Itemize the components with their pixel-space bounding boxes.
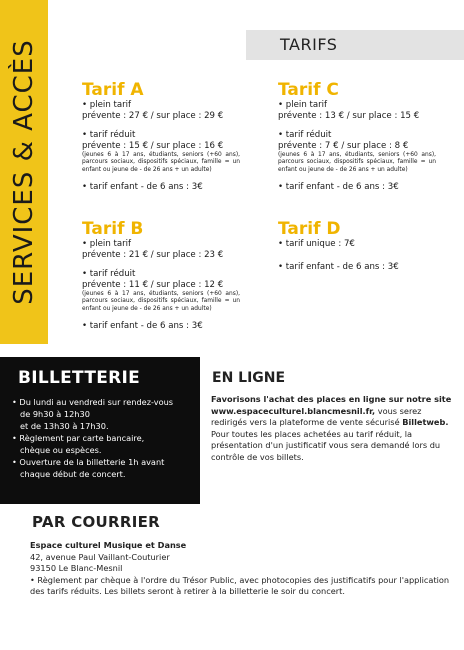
tarif-b-reduit-label: • tarif réduit	[82, 269, 136, 279]
courrier-address-1: 42, avenue Paul Vaillant-Couturier	[30, 551, 170, 562]
courrier-note: • Règlement par chèque à l'ordre du Trésor Public, avec photocopies des justificatifs pour l'application des tarifs réduits. Les billets seront à retirer à la billetterie le soir du concert.	[30, 574, 450, 597]
billetterie-line: • Règlement par carte bancaire,	[12, 433, 145, 443]
tarif-a-plein-label: • plein tarif	[82, 100, 132, 110]
tarif-a-title: Tarif A	[82, 80, 144, 100]
tarif-b-title: Tarif B	[82, 219, 144, 239]
tarif-a-reduit-note: (jeunes 6 à 17 ans, étudiants, seniors (+60 ans), parcours sociaux, dispositifs spéciaux, famille = un enfant ou jeune de - de 26 ans + un adulte)	[82, 152, 240, 173]
tarif-b-plein-label: • plein tarif	[82, 239, 132, 249]
tarif-a-reduit-prices: prévente : 15 € / sur place : 16 €	[82, 141, 224, 151]
en-ligne-bold-intro: Favorisons l'achat des places en ligne sur notre site www.espaceculturel.blancmesnil.fr,	[211, 394, 452, 416]
tarif-c-enfant: • tarif enfant - de 6 ans : 3€	[278, 182, 399, 193]
billetterie-line: • Ouverture de la billetterie 1h avant	[12, 457, 165, 467]
tarif-c-plein-label: • plein tarif	[278, 100, 328, 110]
tarif-c-reduit-label: • tarif réduit	[278, 130, 332, 140]
sidebar-title: SERVICES & ACCÈS	[9, 39, 39, 305]
tarif-d-title: Tarif D	[278, 219, 341, 239]
courrier-org: Espace culturel Musique et Danse	[30, 540, 187, 550]
en-ligne-text-1: vous serez redirigés vers la plateforme de vente sécurisé	[211, 405, 422, 428]
tarif-b-reduit-note: (jeunes 6 à 17 ans, étudiants, seniors (+60 ans), parcours sociaux, dispositifs spéciaux, famille = un enfant ou jeune de - de 26 ans + un adulte)	[82, 291, 240, 312]
courrier-address-2: 93150 Le Blanc-Mesnil	[30, 563, 123, 574]
tarifs-header-label: TARIFS	[280, 35, 338, 54]
tarif-a-plein-prices: prévente : 27 € / sur place : 29 €	[82, 111, 224, 121]
billetterie-line: de 9h30 à 12h30	[20, 409, 90, 419]
sidebar-band	[0, 0, 48, 344]
tarif-b-block	[82, 219, 242, 332]
tarif-a-enfant: • tarif enfant - de 6 ans : 3€	[82, 182, 203, 193]
tarif-d-block	[278, 219, 438, 273]
tarif-b-reduit-prices: prévente : 11 € / sur place : 12 €	[82, 280, 224, 290]
tarif-a-reduit-label: • tarif réduit	[82, 130, 136, 140]
tarif-d-unique: • tarif unique : 7€	[278, 239, 355, 249]
tarif-c-reduit-prices: prévente : 7 € / sur place : 8 €	[278, 141, 409, 151]
tarif-a-block	[82, 80, 242, 193]
en-ligne-text	[211, 394, 459, 464]
en-ligne-title: EN LIGNE	[212, 370, 286, 386]
billetterie-box	[0, 357, 200, 504]
tarif-c-title: Tarif C	[278, 80, 339, 100]
billetterie-line: • Du lundi au vendredi sur rendez-vous	[12, 397, 174, 407]
billetterie-line: et de 13h30 à 17h30.	[20, 421, 109, 431]
billetterie-list	[12, 396, 198, 480]
tarif-c-plein-prices: prévente : 13 € / sur place : 15 €	[278, 111, 420, 121]
billetterie-line: chèque ou espèces.	[20, 445, 102, 455]
billetterie-title: BILLETTERIE	[18, 368, 141, 388]
tarif-c-reduit-note: (jeunes 6 à 17 ans, étudiants, seniors (+60 ans), parcours sociaux, dispositifs spéciaux, famille = un enfant ou jeune de - de 26 ans + un adulte)	[278, 152, 436, 173]
tarif-d-enfant: • tarif enfant - de 6 ans : 3€	[278, 262, 399, 272]
en-ligne-platform: Billetweb.	[402, 417, 449, 428]
courrier-title: PAR COURRIER	[32, 513, 161, 531]
en-ligne-text-2: Pour toutes les places achetées au tarif réduit, la présentation d'un justificatif vous sera demandé lors du contrôle de vos billets.	[211, 428, 441, 462]
tarif-b-enfant: • tarif enfant - de 6 ans : 3€	[82, 321, 203, 332]
tarifs-header	[246, 30, 464, 60]
courrier-block	[30, 540, 460, 598]
tarif-b-plein-prices: prévente : 21 € / sur place : 23 €	[82, 250, 224, 260]
tarif-c-block	[278, 80, 438, 193]
billetterie-line: chaque début de concert.	[20, 469, 126, 479]
